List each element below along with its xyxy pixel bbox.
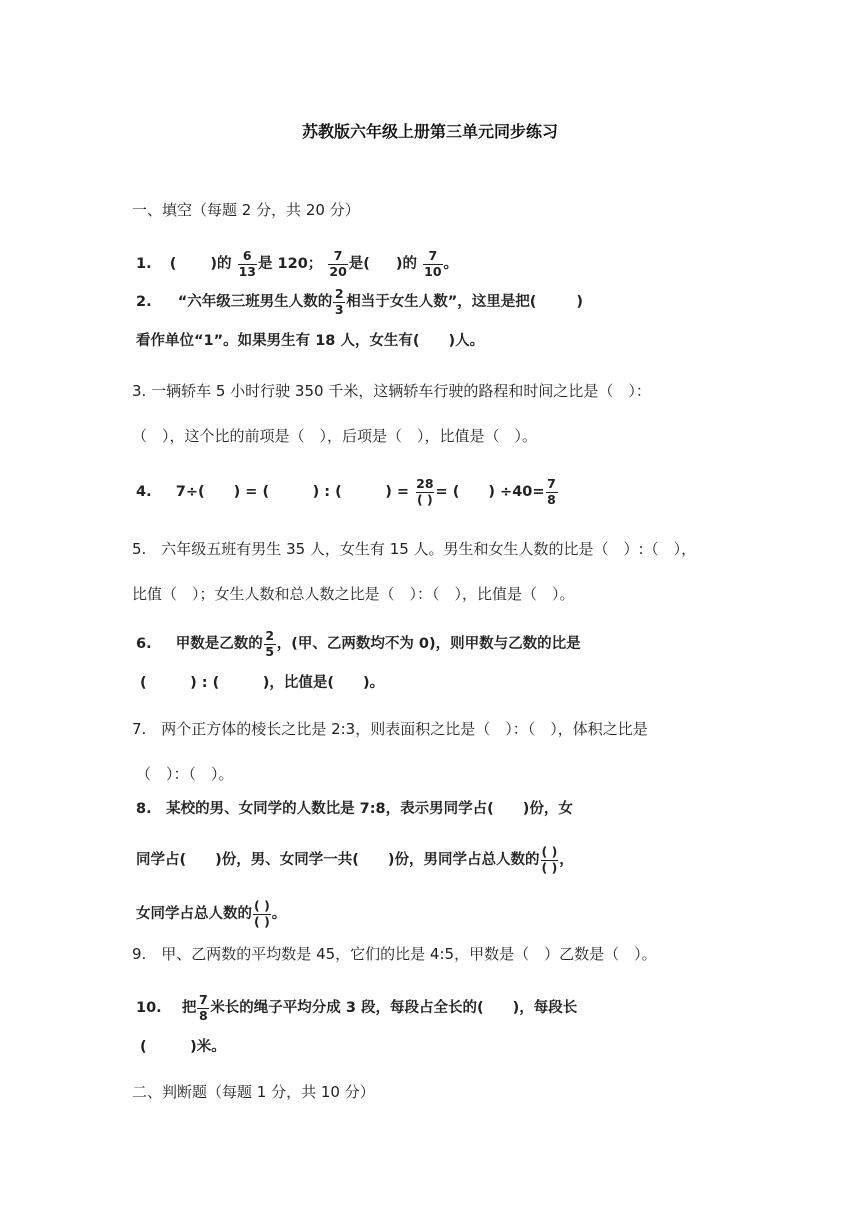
question-6-line-2: ( ) : ( )，比值是( )。 bbox=[140, 675, 385, 691]
question-3-line-2: （ ），这个比的前项是（ ），后项是（ ），比值是（ ）。 bbox=[132, 427, 538, 445]
question-7-line-1: 7. 两个正方体的棱长之比是 2:3，则表面积之比是（ ）：（ ），体积之比是 bbox=[132, 720, 648, 738]
question-10: 10. 把 $\frac{7}{8}$ 米长的绳子平均分成 3 段，每段占全长的( )，每段长 bbox=[136, 992, 578, 1023]
question-6: 6. 甲数是乙数的 $\frac{2}{5}$ ，(甲、乙两数均不为 0)，则甲数与乙数的比是 bbox=[136, 628, 581, 659]
question-10-line-2: ( )米。 bbox=[140, 1039, 226, 1055]
question-4: 4. 7÷( ) = ( ) : ( ) = $\frac{28}{( )}$ = ( ) ÷40= $\frac{7}{8}$ bbox=[136, 476, 556, 507]
question-2: 2. “六年级三班男生人数的 $\frac{2}{3}$ 相当于女生人数”，这里是把( ) bbox=[136, 286, 584, 317]
question-8-line-1: 8. 某校的男、女同学的人数比是 7:8，表示男同学占( )份，女 bbox=[136, 801, 573, 817]
section-fill-blank-heading: 一、填空（每题 2 分，共 20 分） bbox=[132, 201, 360, 219]
fraction: $\frac{( )}{( )}$ bbox=[254, 898, 270, 929]
question-number: 10. bbox=[136, 1000, 162, 1016]
fraction: $\frac{7}{8}$ bbox=[547, 476, 556, 507]
question-number: 4. bbox=[136, 484, 152, 500]
question-8-line-3: 女同学占总人数的 $\frac{( )}{( )}$ 。 bbox=[136, 898, 287, 929]
question-number: 2. bbox=[136, 294, 152, 310]
fraction: $\frac{2}{3}$ bbox=[334, 286, 344, 317]
fraction: $\frac{2}{5}$ bbox=[265, 628, 275, 659]
question-8-line-2: 同学占( )份，男、女同学一共( )份，男同学占总人数的 $\frac{( )}{( )}$ ， bbox=[136, 844, 574, 875]
question-2-line-2: 看作单位“1”。如果男生有 18 人，女生有( )人。 bbox=[136, 333, 485, 349]
fraction: $\frac{7}{8}$ bbox=[198, 992, 208, 1023]
page-title: 苏教版六年级上册第三单元同步练习 bbox=[301, 122, 558, 141]
question-5-line-2: 比值（ ）；女生人数和总人数之比是（ ）：（ ），比值是（ ）。 bbox=[132, 585, 575, 603]
fraction: $\frac{7}{20}$ bbox=[329, 248, 347, 279]
question-5-line-1: 5. 六年级五班有男生 35 人，女生有 15 人。男生和女生人数的比是（ ）:（ ）， bbox=[132, 540, 697, 558]
question-number: 1. bbox=[136, 256, 152, 272]
question-7-line-2: （ ）：（ ）。 bbox=[136, 765, 234, 783]
question-number: 6. bbox=[136, 636, 152, 652]
fraction: $\frac{6}{13}$ bbox=[238, 248, 256, 279]
fraction: $\frac{28}{( )}$ bbox=[416, 476, 434, 507]
fraction: $\frac{7}{10}$ bbox=[424, 248, 442, 279]
question-1: 1. ( )的 $\frac{6}{13}$ 是 120； $\frac{7}{20}$ 是( )的 $\frac{7}{10}$ 。 bbox=[136, 248, 459, 279]
question-3-line-1: 3. 一辆轿车 5 小时行驶 350 千米，这辆轿车行驶的路程和时间之比是（ ）： bbox=[132, 382, 651, 400]
section-true-false-heading: 二、判断题（每题 1 分，共 10 分） bbox=[132, 1083, 375, 1101]
fraction: $\frac{( )}{( )}$ bbox=[541, 844, 558, 875]
question-9: 9. 甲、乙两数的平均数是 45，它们的比是 4:5，甲数是（ ）乙数是（ ）。 bbox=[132, 945, 657, 963]
